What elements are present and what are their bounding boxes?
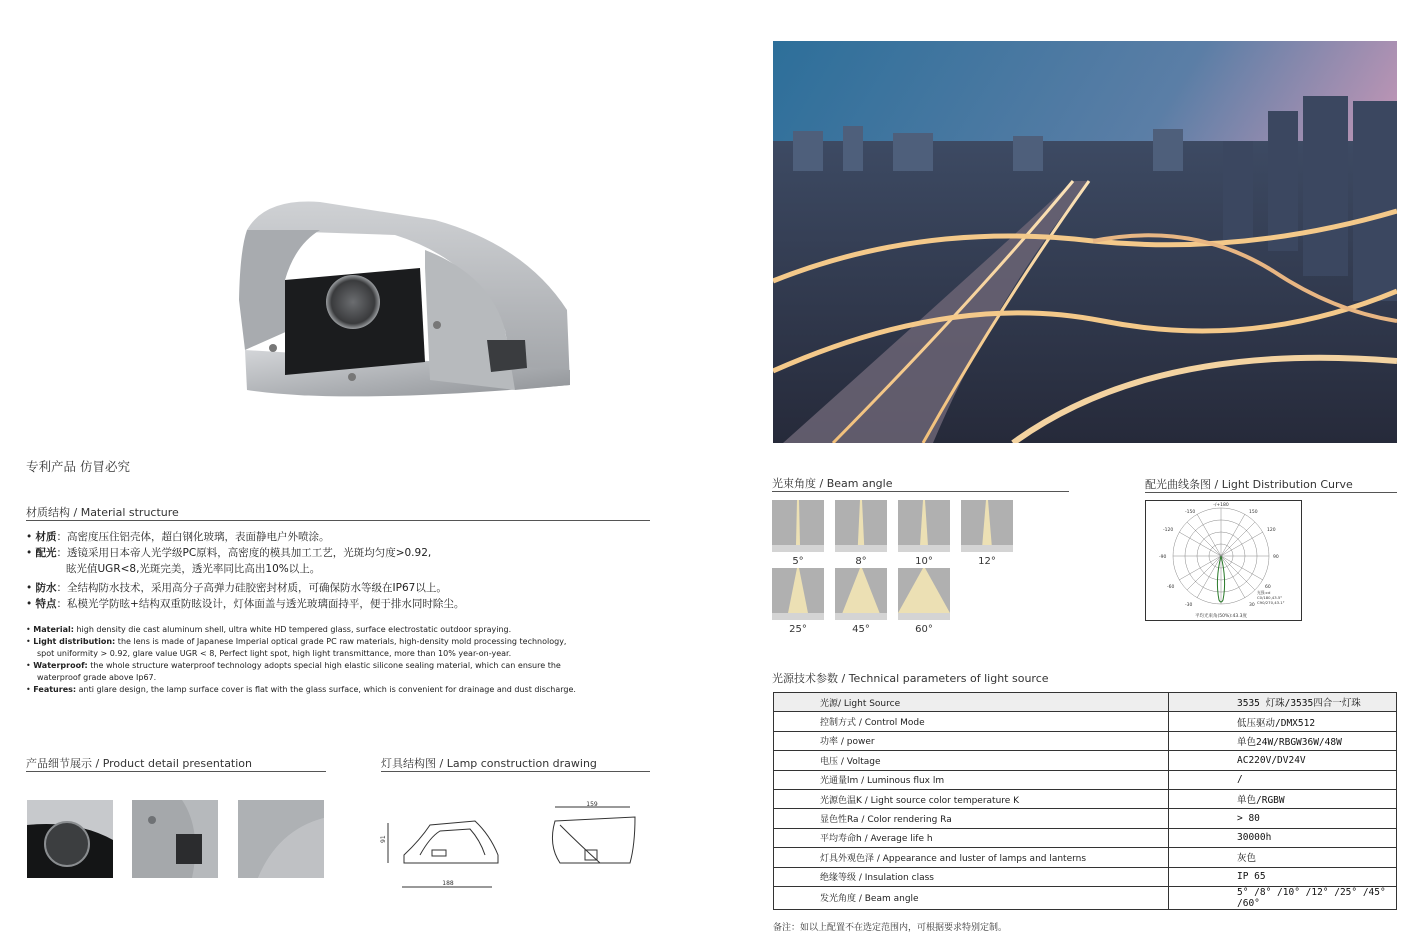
beam-angle-label: 8° — [855, 556, 867, 567]
list-item: • 材质：高密度压住铝壳体，超白钢化玻璃，表面静电户外喷涂。 — [26, 531, 330, 543]
param-value: AC220V/DV24V — [1169, 751, 1397, 770]
param-value: 单色/RGBW — [1169, 789, 1397, 808]
param-value: / — [1169, 770, 1397, 789]
drawing-section-title: 灯具结构图 / Lamp construction drawing — [381, 757, 597, 770]
param-name: 绝缘等级 / Insulation class — [774, 867, 1169, 886]
param-name: 控制方式 / Control Mode — [774, 712, 1169, 731]
params-title: 光源技术参数 / Technical parameters of light source — [772, 672, 1049, 685]
table-row — [774, 770, 1397, 789]
polar-angle-label: -60 — [1167, 585, 1175, 590]
table-row — [774, 809, 1397, 828]
param-value: 单色24W/RBGW36W/48W — [1169, 731, 1397, 750]
polar-legend-line: C90/270,43.1° — [1257, 600, 1285, 605]
list-item: • Material: high density die cast aluminum shell, ultra white HD tempered glass, surface electrostatic outdoor spraying. — [26, 625, 512, 634]
detail-image-top — [238, 800, 324, 878]
polar-footer: 平均光束角(50%):43.3度 — [1194, 614, 1248, 619]
city-highway-photo — [773, 41, 1397, 443]
table-row — [774, 751, 1397, 770]
beam-angle-item — [772, 568, 824, 635]
material-en-list — [26, 624, 576, 696]
product-hero-image — [225, 190, 595, 415]
beam-angle-grid — [772, 500, 1032, 640]
drawing-divider — [381, 771, 650, 772]
beam-angle-item — [898, 500, 950, 567]
beam-angle-divider — [772, 491, 1069, 492]
beam-angle-item — [835, 500, 887, 567]
param-name: 光通量lm / Luminous flux lm — [774, 770, 1169, 789]
distribution-curve-divider — [1145, 492, 1397, 493]
polar-angle-label: -30 — [1185, 603, 1193, 608]
material-section-title: 材质结构 / Material structure — [26, 506, 179, 519]
detail-divider — [26, 771, 326, 772]
beam-angle-item — [961, 500, 1013, 567]
param-name: 功率 / power — [774, 731, 1169, 750]
beam-angle-label: 12° — [978, 556, 996, 567]
polar-angle-label: 60 — [1265, 585, 1271, 590]
param-name: 光源/ Light Source — [774, 693, 1169, 712]
list-item-continued: 眩光值UGR<8,光斑完美，透光率同比高出10%以上。 — [66, 563, 321, 575]
detail-section-title: 产品细节展示 / Product detail presentation — [26, 757, 252, 770]
polar-angle-label: -90 — [1159, 555, 1167, 560]
params-note: 备注：如以上配置不在选定范围内，可根据要求特别定制。 — [773, 923, 1008, 933]
param-value: 低压驱动/DMX512 — [1169, 712, 1397, 731]
beam-angle-label: 60° — [915, 624, 933, 635]
beam-angle-label: 5° — [792, 556, 804, 567]
drawing-width: 188 — [442, 880, 454, 887]
list-item-continued: spot uniformity > 0.92, glare value UGR < 8, Perfect light spot, high light transmittance, more than 10% year-on-year. — [37, 649, 512, 658]
list-item: • 特点：私模光学防眩+结构双重防眩设计，灯体面盖与透光玻璃面持平，便于排水同时除尘。 — [26, 598, 465, 610]
polar-top-label: -/+180 — [1213, 503, 1229, 508]
drawing-height: 91 — [380, 835, 387, 843]
table-row — [774, 789, 1397, 808]
table-row — [774, 693, 1397, 712]
drawing-depth: 159 — [586, 801, 598, 808]
lens — [326, 275, 380, 329]
param-name: 发光角度 / Beam angle — [774, 886, 1169, 909]
list-item: • Features: anti glare design, the lamp surface cover is flat with the glass surface, which is convenient for drainage and dust discharge. — [26, 685, 576, 694]
polar-angle-label: 120 — [1267, 528, 1276, 533]
beam-floor — [961, 545, 1013, 552]
param-name: 光源色温K / Light source color temperature K — [774, 789, 1169, 808]
slogan: 专利产品 仿冒必究 — [26, 459, 130, 474]
beam-angle-label: 45° — [852, 624, 870, 635]
list-item-continued: waterproof grade above Ip67. — [37, 673, 157, 682]
param-value: IP 65 — [1169, 867, 1397, 886]
beam-angle-label: 25° — [789, 624, 807, 635]
param-name: 显色性Ra / Color rendering Ra — [774, 809, 1169, 828]
param-value: > 80 — [1169, 809, 1397, 828]
polar-angle-label: 150 — [1249, 510, 1258, 515]
table-row — [774, 712, 1397, 731]
beam-floor — [898, 613, 950, 620]
polar-angle-label: 90 — [1273, 555, 1279, 560]
table-row — [774, 848, 1397, 867]
material-cn-list — [26, 529, 464, 612]
param-name: 灯具外观色泽 / Appearance and luster of lamps and lanterns — [774, 848, 1169, 867]
material-divider — [26, 520, 650, 521]
table-row — [774, 828, 1397, 847]
polar-legend-line: 光强:cd — [1257, 590, 1271, 595]
beam-floor — [898, 545, 950, 552]
list-item: • Light distribution: the lens is made of Japanese Imperial optical grade PC raw materials, high-density mold processing technology, — [26, 637, 567, 646]
polar-angle-label: 30 — [1249, 603, 1255, 608]
table-row — [774, 867, 1397, 886]
param-value: 5° /8° /10° /12° /25° /45° /60° — [1169, 886, 1397, 909]
beam-floor — [772, 613, 824, 620]
beam-angle-item — [835, 568, 887, 635]
param-name: 电压 / Voltage — [774, 751, 1169, 770]
beam-angle-item — [898, 568, 950, 635]
table-row — [774, 886, 1397, 909]
polar-legend-line: C0/180,43.5° — [1257, 595, 1283, 600]
polar-distribution-chart — [1145, 500, 1302, 621]
beam-angle-title: 光束角度 / Beam angle — [772, 477, 893, 490]
polar-angle-label: -120 — [1163, 528, 1174, 533]
table-row — [774, 731, 1397, 750]
params-table — [773, 692, 1397, 910]
param-name: 平均寿命h / Average life h — [774, 828, 1169, 847]
list-item: • 防水：全结构防水技术，采用高分子高弹力硅胶密封材质，可确保防水等级在IP67以上。 — [26, 582, 447, 594]
param-value: 30000h — [1169, 828, 1397, 847]
beam-angle-label: 10° — [915, 556, 933, 567]
detail-image-lens — [27, 800, 113, 878]
param-value: 3535 灯珠/3535四合一灯珠 — [1169, 693, 1397, 712]
construction-drawing — [380, 795, 655, 895]
list-item: • Waterproof: the whole structure waterproof technology adopts special high elastic silicone sealing material, which can ensure the — [26, 661, 561, 670]
beam-angle-item — [772, 500, 824, 567]
beam-floor — [835, 613, 887, 620]
polar-angle-label: -150 — [1185, 510, 1196, 515]
beam-floor — [835, 545, 887, 552]
list-item: • 配光：透镜采用日本帝人光学级PC原料，高密度的模具加工工艺，光斑均匀度>0.92, — [26, 547, 432, 559]
param-value: 灰色 — [1169, 848, 1397, 867]
detail-image-side — [132, 800, 218, 878]
distribution-curve-title: 配光曲线条图 / Light Distribution Curve — [1145, 478, 1353, 491]
beam-floor — [772, 545, 824, 552]
